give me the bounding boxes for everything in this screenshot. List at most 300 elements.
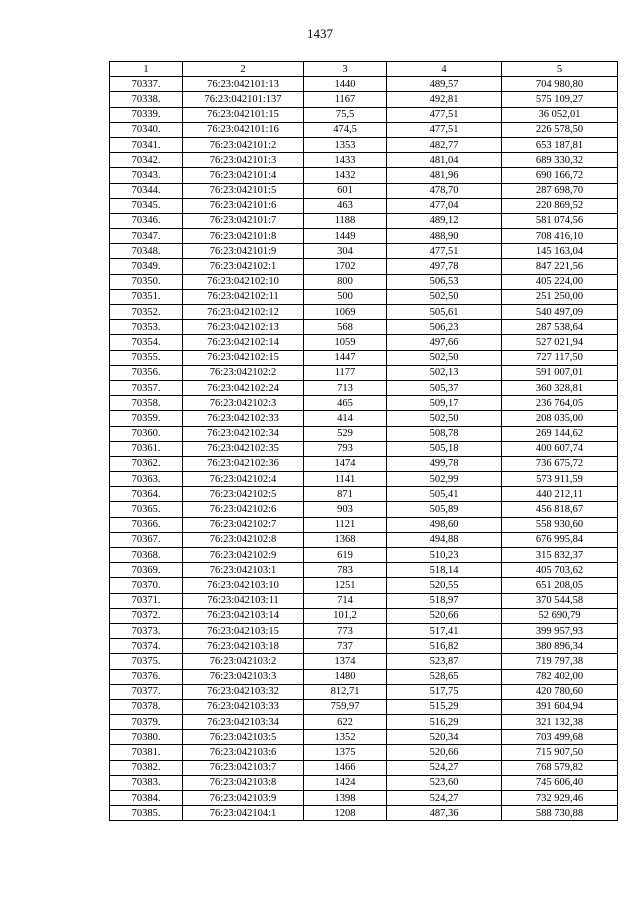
table-cell: 494,88: [387, 532, 502, 547]
table-cell: 768 579,82: [502, 760, 618, 775]
table-cell: 360 328,81: [502, 380, 618, 395]
table-cell: 482,77: [387, 137, 502, 152]
table-cell: 70360.: [110, 426, 183, 441]
table-cell: 70347.: [110, 229, 183, 244]
table-cell: 269 144,62: [502, 426, 618, 441]
table-cell: 391 604,94: [502, 699, 618, 714]
table-cell: 70372.: [110, 608, 183, 623]
table-cell: 70364.: [110, 487, 183, 502]
table-row: [110, 411, 618, 426]
table-cell: 800: [304, 274, 387, 289]
table-cell: 1069: [304, 305, 387, 320]
table-cell: 76:23:042103:32: [183, 684, 304, 699]
table-cell: 315 832,37: [502, 548, 618, 563]
table-cell: 1480: [304, 669, 387, 684]
table-cell: 405 703,62: [502, 563, 618, 578]
column-header: 3: [304, 62, 387, 77]
table-row: [110, 563, 618, 578]
table-cell: 505,37: [387, 380, 502, 395]
table-cell: 1059: [304, 335, 387, 350]
table-cell: 502,99: [387, 472, 502, 487]
table-cell: 1433: [304, 153, 387, 168]
table-cell: 1432: [304, 168, 387, 183]
table-cell: 70365.: [110, 502, 183, 517]
table-cell: 505,41: [387, 487, 502, 502]
table-cell: 528,65: [387, 669, 502, 684]
table-cell: 715 907,50: [502, 745, 618, 760]
table-cell: 1447: [304, 350, 387, 365]
table-cell: 1177: [304, 365, 387, 380]
table-cell: 70369.: [110, 563, 183, 578]
table-header-row: [110, 62, 618, 77]
table-cell: 505,18: [387, 441, 502, 456]
table-cell: 208 035,00: [502, 411, 618, 426]
table-cell: 70384.: [110, 791, 183, 806]
table-row: [110, 396, 618, 411]
table-cell: 487,36: [387, 806, 502, 821]
table-cell: 793: [304, 441, 387, 456]
table-cell: 76:23:042101:7: [183, 213, 304, 228]
table-cell: 1208: [304, 806, 387, 821]
table-cell: 70350.: [110, 274, 183, 289]
table-row: [110, 335, 618, 350]
table-cell: 70344.: [110, 183, 183, 198]
table-cell: 481,04: [387, 153, 502, 168]
table-cell: 440 212,11: [502, 487, 618, 502]
table-row: [110, 578, 618, 593]
table-cell: 1368: [304, 532, 387, 547]
table-cell: 601: [304, 183, 387, 198]
table-cell: 529: [304, 426, 387, 441]
table-row: [110, 122, 618, 137]
table-cell: 524,27: [387, 760, 502, 775]
table-row: [110, 274, 618, 289]
table-row: [110, 77, 618, 92]
table-cell: 524,27: [387, 791, 502, 806]
table-cell: 76:23:042102:33: [183, 411, 304, 426]
table-cell: 76:23:042102:2: [183, 365, 304, 380]
table-cell: 76:23:042103:5: [183, 730, 304, 745]
table-cell: 70359.: [110, 411, 183, 426]
table-cell: 70383.: [110, 775, 183, 790]
table-cell: 70340.: [110, 122, 183, 137]
table-cell: 1474: [304, 456, 387, 471]
table-cell: 1466: [304, 760, 387, 775]
table-cell: 70339.: [110, 107, 183, 122]
table-cell: 568: [304, 320, 387, 335]
table-cell: 70378.: [110, 699, 183, 714]
table-cell: 782 402,00: [502, 669, 618, 684]
table-cell: 76:23:042102:15: [183, 350, 304, 365]
table-cell: 517,41: [387, 623, 502, 638]
table-cell: 477,51: [387, 122, 502, 137]
table-cell: 1251: [304, 578, 387, 593]
table-cell: 497,66: [387, 335, 502, 350]
table-cell: 76:23:042102:13: [183, 320, 304, 335]
table-row: [110, 472, 618, 487]
table-row: [110, 350, 618, 365]
table-row: [110, 745, 618, 760]
table-row: [110, 669, 618, 684]
table-cell: 690 166,72: [502, 168, 618, 183]
table-cell: 619: [304, 548, 387, 563]
table-cell: 488,90: [387, 229, 502, 244]
table-cell: 70349.: [110, 259, 183, 274]
table-cell: 70363.: [110, 472, 183, 487]
table-cell: 499,78: [387, 456, 502, 471]
table-cell: 76:23:042103:7: [183, 760, 304, 775]
table-cell: 70362.: [110, 456, 183, 471]
table-cell: 220 869,52: [502, 198, 618, 213]
table-row: [110, 107, 618, 122]
table-cell: 76:23:042103:2: [183, 654, 304, 669]
table-cell: 76:23:042103:15: [183, 623, 304, 638]
table-cell: 76:23:042102:24: [183, 380, 304, 395]
table-cell: 465: [304, 396, 387, 411]
table-row: [110, 213, 618, 228]
table-cell: 477,51: [387, 107, 502, 122]
table-cell: 70353.: [110, 320, 183, 335]
table-cell: 76:23:042101:5: [183, 183, 304, 198]
table-cell: 70377.: [110, 684, 183, 699]
table-cell: 1440: [304, 77, 387, 92]
table-cell: 70342.: [110, 153, 183, 168]
table-cell: 506,23: [387, 320, 502, 335]
table-row: [110, 365, 618, 380]
table-cell: 76:23:042103:3: [183, 669, 304, 684]
table-cell: 732 929,46: [502, 791, 618, 806]
table-cell: 70348.: [110, 244, 183, 259]
table-cell: 1702: [304, 259, 387, 274]
table-cell: 622: [304, 715, 387, 730]
table-cell: 76:23:042101:8: [183, 229, 304, 244]
table-row: [110, 153, 618, 168]
table-cell: 70366.: [110, 517, 183, 532]
table-cell: 70357.: [110, 380, 183, 395]
table-cell: 76:23:042102:5: [183, 487, 304, 502]
table-cell: 70337.: [110, 77, 183, 92]
table-cell: 76:23:042102:10: [183, 274, 304, 289]
table-cell: 400 607,74: [502, 441, 618, 456]
table-cell: 520,66: [387, 745, 502, 760]
table-cell: 591 007,01: [502, 365, 618, 380]
table-cell: 76:23:042102:9: [183, 548, 304, 563]
table-cell: 502,13: [387, 365, 502, 380]
page-number: 1437: [307, 26, 333, 41]
table-cell: 76:23:042103:9: [183, 791, 304, 806]
table-cell: 70381.: [110, 745, 183, 760]
table-cell: 76:23:042104:1: [183, 806, 304, 821]
table-cell: 70379.: [110, 715, 183, 730]
table-cell: 414: [304, 411, 387, 426]
table-cell: 226 578,50: [502, 122, 618, 137]
table-cell: 76:23:042102:7: [183, 517, 304, 532]
table-cell: 76:23:042102:3: [183, 396, 304, 411]
table-row: [110, 532, 618, 547]
table-row: [110, 305, 618, 320]
table-cell: 380 896,34: [502, 639, 618, 654]
table-cell: 714: [304, 593, 387, 608]
table-cell: 474,5: [304, 122, 387, 137]
table-cell: 70345.: [110, 198, 183, 213]
table-cell: 506,53: [387, 274, 502, 289]
table-cell: 502,50: [387, 411, 502, 426]
table-row: [110, 502, 618, 517]
table-cell: 676 995,84: [502, 532, 618, 547]
table-cell: 405 224,00: [502, 274, 618, 289]
table-cell: 70352.: [110, 305, 183, 320]
table-cell: 903: [304, 502, 387, 517]
table-cell: 75,5: [304, 107, 387, 122]
column-header: 4: [387, 62, 502, 77]
table-cell: 477,04: [387, 198, 502, 213]
table-cell: 520,55: [387, 578, 502, 593]
table-cell: 76:23:042101:3: [183, 153, 304, 168]
table-row: [110, 441, 618, 456]
table-cell: 76:23:042102:11: [183, 289, 304, 304]
table-row: [110, 608, 618, 623]
table-cell: 719 797,38: [502, 654, 618, 669]
table-cell: 70374.: [110, 639, 183, 654]
table-cell: 76:23:042103:18: [183, 639, 304, 654]
table-cell: 689 330,32: [502, 153, 618, 168]
table-row: [110, 487, 618, 502]
table-cell: 575 109,27: [502, 92, 618, 107]
table-cell: 708 416,10: [502, 229, 618, 244]
table-cell: 871: [304, 487, 387, 502]
table-cell: 1398: [304, 791, 387, 806]
table-row: [110, 760, 618, 775]
table-cell: 76:23:042103:14: [183, 608, 304, 623]
table-cell: 500: [304, 289, 387, 304]
table-cell: 70367.: [110, 532, 183, 547]
table-cell: 1353: [304, 137, 387, 152]
table-cell: 1374: [304, 654, 387, 669]
table-cell: 516,82: [387, 639, 502, 654]
table-cell: 510,23: [387, 548, 502, 563]
table-cell: 70370.: [110, 578, 183, 593]
table-row: [110, 426, 618, 441]
table-cell: 1449: [304, 229, 387, 244]
table-cell: 812,71: [304, 684, 387, 699]
table-cell: 76:23:042102:12: [183, 305, 304, 320]
table-cell: 520,34: [387, 730, 502, 745]
table-cell: 481,96: [387, 168, 502, 183]
table-cell: 70355.: [110, 350, 183, 365]
table-row: [110, 806, 618, 821]
table-cell: 70368.: [110, 548, 183, 563]
table-cell: 737: [304, 639, 387, 654]
table-cell: 101,2: [304, 608, 387, 623]
table-cell: 1188: [304, 213, 387, 228]
table-cell: 76:23:042102:35: [183, 441, 304, 456]
table-row: [110, 639, 618, 654]
table-body: [110, 77, 618, 821]
table-cell: 505,61: [387, 305, 502, 320]
table-cell: 713: [304, 380, 387, 395]
table-cell: 70375.: [110, 654, 183, 669]
table-cell: 76:23:042102:6: [183, 502, 304, 517]
table-cell: 76:23:042103:10: [183, 578, 304, 593]
table-cell: 304: [304, 244, 387, 259]
table-cell: 70382.: [110, 760, 183, 775]
table-cell: 287 538,64: [502, 320, 618, 335]
table-cell: 420 780,60: [502, 684, 618, 699]
table-row: [110, 137, 618, 152]
table-cell: 76:23:042101:13: [183, 77, 304, 92]
table-cell: 477,51: [387, 244, 502, 259]
table-cell: 70361.: [110, 441, 183, 456]
table-cell: 497,78: [387, 259, 502, 274]
data-table: [109, 61, 618, 821]
table-cell: 540 497,09: [502, 305, 618, 320]
table-cell: 509,17: [387, 396, 502, 411]
table-cell: 76:23:042101:4: [183, 168, 304, 183]
table-row: [110, 775, 618, 790]
column-header: 5: [502, 62, 618, 77]
table-cell: 517,75: [387, 684, 502, 699]
table-cell: 76:23:042101:16: [183, 122, 304, 137]
table-cell: 1141: [304, 472, 387, 487]
table-cell: 704 980,80: [502, 77, 618, 92]
table-cell: 76:23:042102:8: [183, 532, 304, 547]
table-cell: 70373.: [110, 623, 183, 638]
table-cell: 76:23:042102:34: [183, 426, 304, 441]
table-cell: 70346.: [110, 213, 183, 228]
table-cell: 70341.: [110, 137, 183, 152]
table-cell: 518,97: [387, 593, 502, 608]
table-row: [110, 654, 618, 669]
table-cell: 783: [304, 563, 387, 578]
table-cell: 727 117,50: [502, 350, 618, 365]
table-cell: 1352: [304, 730, 387, 745]
table-cell: 745 606,40: [502, 775, 618, 790]
table-row: [110, 244, 618, 259]
table-row: [110, 289, 618, 304]
table-cell: 523,60: [387, 775, 502, 790]
table-row: [110, 168, 618, 183]
table-cell: 370 544,58: [502, 593, 618, 608]
table-cell: 653 187,81: [502, 137, 618, 152]
table-row: [110, 456, 618, 471]
table-cell: 76:23:042103:11: [183, 593, 304, 608]
table-cell: 527 021,94: [502, 335, 618, 350]
table-cell: 76:23:042103:8: [183, 775, 304, 790]
table-cell: 523,87: [387, 654, 502, 669]
table-cell: 492,81: [387, 92, 502, 107]
column-header: 1: [110, 62, 183, 77]
table-cell: 76:23:042102:1: [183, 259, 304, 274]
table-row: [110, 517, 618, 532]
table-cell: 573 911,59: [502, 472, 618, 487]
table-cell: 518,14: [387, 563, 502, 578]
table-cell: 508,78: [387, 426, 502, 441]
table-row: [110, 259, 618, 274]
table-row: [110, 92, 618, 107]
table-cell: 1121: [304, 517, 387, 532]
table-row: [110, 183, 618, 198]
table-cell: 520,66: [387, 608, 502, 623]
table-cell: 1424: [304, 775, 387, 790]
table-cell: 76:23:042103:1: [183, 563, 304, 578]
table-row: [110, 380, 618, 395]
table-cell: 76:23:042102:4: [183, 472, 304, 487]
table-cell: 651 208,05: [502, 578, 618, 593]
table-cell: 456 818,67: [502, 502, 618, 517]
table-row: [110, 699, 618, 714]
table-row: [110, 684, 618, 699]
table-cell: 287 698,70: [502, 183, 618, 198]
table-cell: 76:23:042101:9: [183, 244, 304, 259]
table-row: [110, 593, 618, 608]
table-cell: 70376.: [110, 669, 183, 684]
table-cell: 703 499,68: [502, 730, 618, 745]
table-cell: 76:23:042102:14: [183, 335, 304, 350]
table-row: [110, 548, 618, 563]
table-cell: 502,50: [387, 350, 502, 365]
table-cell: 489,57: [387, 77, 502, 92]
table-row: [110, 730, 618, 745]
table-cell: 505,89: [387, 502, 502, 517]
table-row: [110, 229, 618, 244]
table-cell: 581 074,56: [502, 213, 618, 228]
table-cell: 70371.: [110, 593, 183, 608]
table-cell: 70343.: [110, 168, 183, 183]
column-header: 2: [183, 62, 304, 77]
table-cell: 70354.: [110, 335, 183, 350]
table-row: [110, 791, 618, 806]
table-cell: 70358.: [110, 396, 183, 411]
table-cell: 588 730,88: [502, 806, 618, 821]
table-cell: 76:23:042103:6: [183, 745, 304, 760]
table-cell: 145 163,04: [502, 244, 618, 259]
table-cell: 502,50: [387, 289, 502, 304]
table-cell: 736 675,72: [502, 456, 618, 471]
table-cell: 1375: [304, 745, 387, 760]
table-cell: 76:23:042103:34: [183, 715, 304, 730]
table-cell: 478,70: [387, 183, 502, 198]
table-cell: 236 764,05: [502, 396, 618, 411]
table-cell: 321 132,38: [502, 715, 618, 730]
table-cell: 76:23:042103:33: [183, 699, 304, 714]
table-cell: 463: [304, 198, 387, 213]
table-cell: 76:23:042102:36: [183, 456, 304, 471]
table-cell: 515,29: [387, 699, 502, 714]
table-cell: 70380.: [110, 730, 183, 745]
table-cell: 76:23:042101:2: [183, 137, 304, 152]
table-cell: 36 052,01: [502, 107, 618, 122]
table-cell: 251 250,00: [502, 289, 618, 304]
table-cell: 498,60: [387, 517, 502, 532]
table-cell: 70385.: [110, 806, 183, 821]
table-cell: 70356.: [110, 365, 183, 380]
table-cell: 516,29: [387, 715, 502, 730]
table-cell: 76:23:042101:137: [183, 92, 304, 107]
table-cell: 76:23:042101:6: [183, 198, 304, 213]
table-cell: 558 930,60: [502, 517, 618, 532]
table-cell: 847 221,56: [502, 259, 618, 274]
table-cell: 489,12: [387, 213, 502, 228]
table-cell: 76:23:042101:15: [183, 107, 304, 122]
table-cell: 1167: [304, 92, 387, 107]
table-cell: 70351.: [110, 289, 183, 304]
table-cell: 773: [304, 623, 387, 638]
table-cell: 70338.: [110, 92, 183, 107]
table-row: [110, 198, 618, 213]
table-row: [110, 715, 618, 730]
table-cell: 399 957,93: [502, 623, 618, 638]
table-row: [110, 320, 618, 335]
